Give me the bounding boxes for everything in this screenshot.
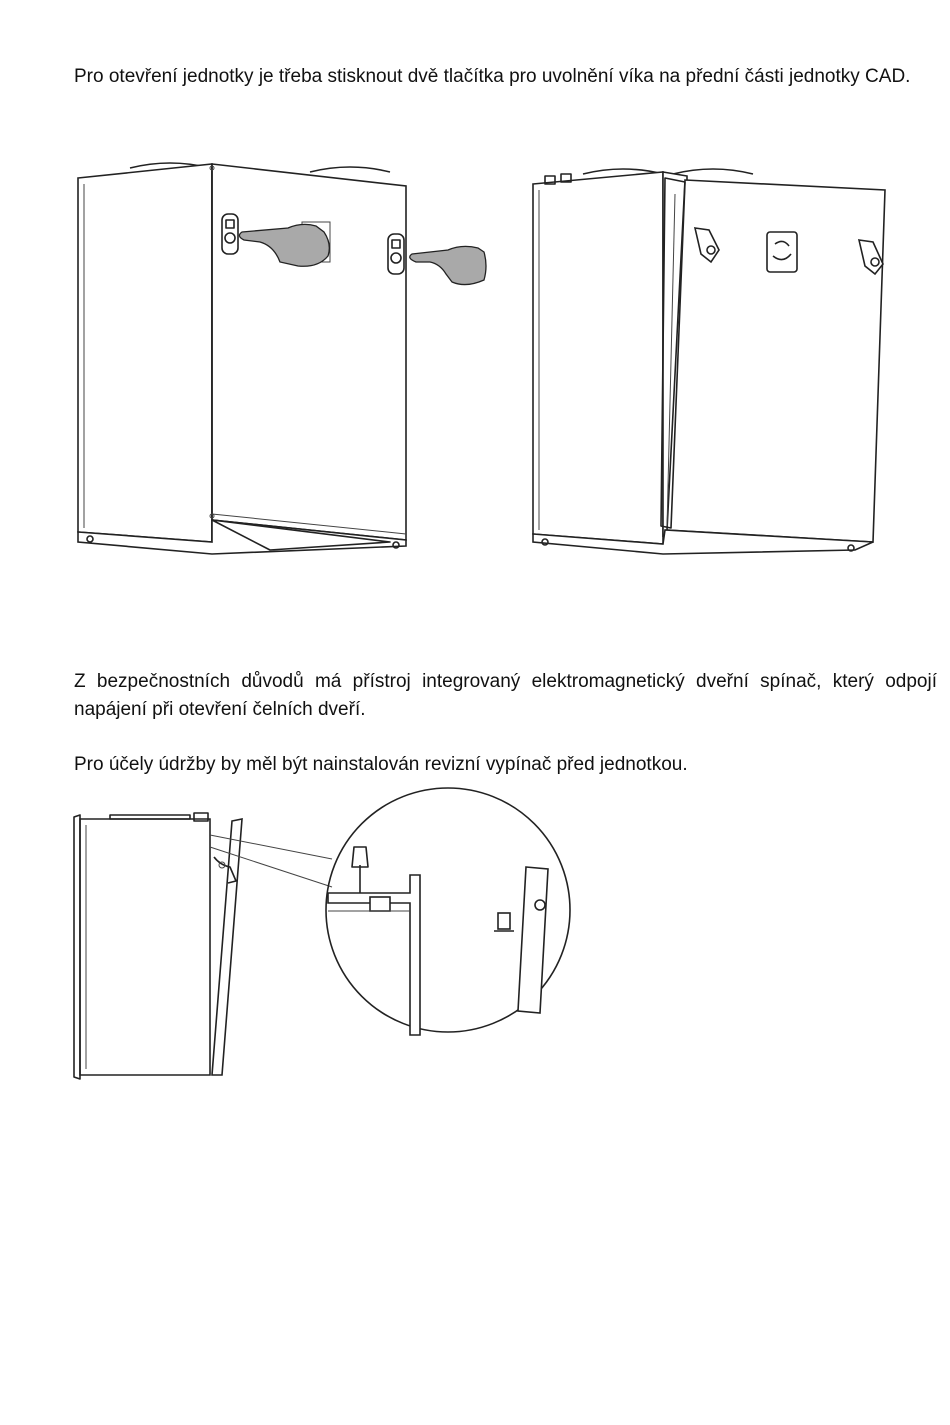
intro-paragraph: Pro otevření jednotky je třeba stisknout dvě tlačítka pro uvolnění víka na přední části jednotky CAD. <box>74 66 911 87</box>
safety-paragraph: Z bezpečnostních důvodů má přístroj integrovaný elektromagnetický dveřní spínač, který odpojí napájení při otevření čelních dveří. <box>74 671 937 720</box>
unit-door-opened-icon <box>525 150 895 570</box>
maintenance-paragraph: Pro účely údržby by měl být nainstalován revizní vypínač před jednotkou. <box>74 754 688 775</box>
unit-closed-press-buttons-icon <box>70 150 500 570</box>
door-switch-detail-icon <box>70 785 590 1095</box>
